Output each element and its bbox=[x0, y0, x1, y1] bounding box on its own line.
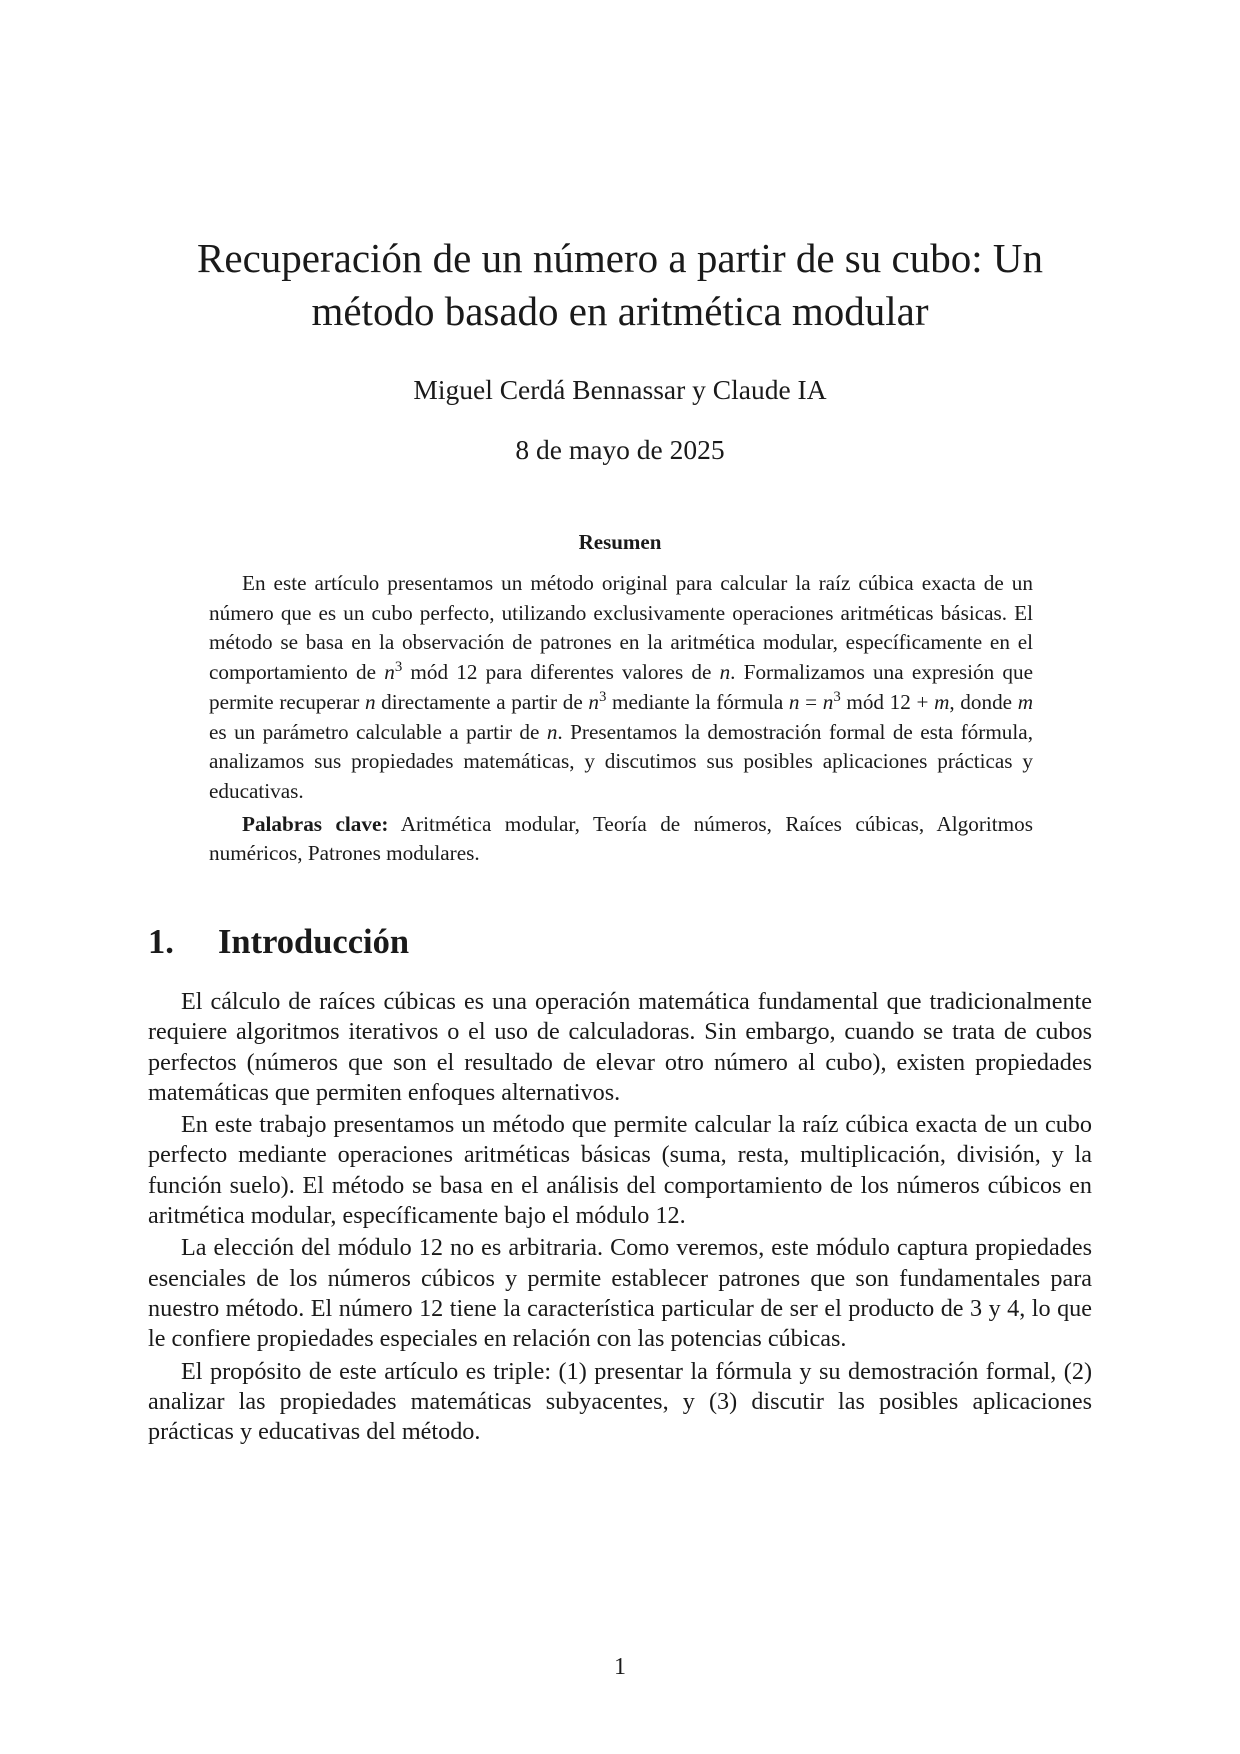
section-title: Introducción bbox=[218, 923, 410, 961]
math-var-n: n bbox=[588, 689, 599, 714]
body-paragraph: El cálculo de raíces cúbicas es una operación matemática fundamental que tradicionalmente requiere algoritmos iterativos o el uso de calculadoras. Sin embargo, cuando se trata de cubos perfectos (números que son el resultado de elevar otro número al cubo), existen propiedades matemáticas que permiten enfoques alternativos. bbox=[148, 988, 1092, 1106]
paper-title: Recuperación de un número a partir de su cubo: Un método basado en aritmética modular bbox=[197, 235, 1043, 334]
math-exponent: 3 bbox=[833, 688, 841, 705]
abstract-segment: mód 12 + bbox=[840, 689, 935, 714]
abstract-segment: es un parámetro calculable a partir de bbox=[209, 719, 547, 744]
body-paragraph: La elección del módulo 12 no es arbitraria. Como veremos, este módulo captura propiedades esenciales de los números cúbicos y permite establecer patrones que son fundamentales para nuestro método. El número 12 tiene la característica particular de ser el producto de 3 y 4, lo que le confiere propiedades especiales en relación con las potencias cúbicas. bbox=[148, 1234, 1092, 1353]
section-body bbox=[148, 987, 1092, 1449]
math-var-n: n bbox=[719, 660, 731, 685]
math-var-n: n bbox=[822, 689, 834, 714]
math-exponent: 3 bbox=[394, 658, 403, 675]
body-paragraph: En este trabajo presentamos un método que permite calcular la raíz cúbica exacta de un cubo perfecto mediante operaciones aritméticas básicas (suma, resta, multiplicación, división, y la función suelo). El método se basa en el análisis del comportamiento de los números cúbicos en aritmética modular, específicamente bajo el módulo 12. bbox=[148, 1111, 1092, 1230]
keywords-list: Aritmética modular, Teoría de números, Raíces cúbicas, Algoritmos numéricos, Patrones modulares. bbox=[209, 811, 1033, 866]
keywords bbox=[209, 810, 1033, 869]
abstract-segment: directamente a partir de bbox=[375, 689, 589, 714]
abstract-segment: En este artículo presentamos un método original para calcular la raíz cúbica exacta de un número que es un cubo perfecto, utilizando exclusivamente operaciones aritméticas básicas. El método se basa en la observación de patrones en la aritmética modular, específicamente en el comportamiento de bbox=[209, 571, 1033, 685]
abstract-segment: . Presentamos la demostración formal de esta fórmula, analizamos sus propiedades matemáticas, y discutimos sus posibles aplicaciones prácticas y educativas. bbox=[209, 719, 1033, 803]
section-heading-introduccion bbox=[148, 922, 409, 962]
abstract bbox=[209, 569, 1033, 869]
abstract-segment: mediante la fórmula bbox=[606, 689, 789, 714]
abstract-segment: . Formalizamos una expresión que permite recuperar bbox=[209, 660, 1033, 714]
math-var-m: m bbox=[934, 689, 950, 714]
section-number: 1. bbox=[148, 923, 174, 961]
body-paragraph: El propósito de este artículo es triple: (1) presentar la fórmula y su demostración formal, (2) analizar las propiedades matemáticas subyacentes, y (3) discutir las posibles aplicaciones prácticas y educativas del método. bbox=[148, 1357, 1092, 1446]
math-exponent: 3 bbox=[598, 688, 607, 705]
paper-authors: Miguel Cerdá Bennassar y Claude IA bbox=[413, 374, 827, 405]
math-var-m: m bbox=[1017, 689, 1034, 714]
keywords-label: Palabras clave: bbox=[242, 811, 389, 836]
page-number: 1 bbox=[614, 1654, 626, 1680]
abstract-heading: Resumen bbox=[578, 530, 662, 554]
paper-date: 8 de mayo de 2025 bbox=[515, 434, 725, 465]
math-equals: = bbox=[799, 689, 823, 714]
math-var-n: n bbox=[364, 689, 376, 714]
abstract-text bbox=[209, 569, 1033, 807]
math-var-n: n bbox=[546, 719, 558, 744]
math-var-n: n bbox=[788, 689, 800, 714]
abstract-segment: , donde bbox=[949, 689, 1018, 714]
abstract-segment: mód 12 para diferentes valores de bbox=[402, 660, 720, 685]
math-var-n: n bbox=[384, 660, 395, 685]
